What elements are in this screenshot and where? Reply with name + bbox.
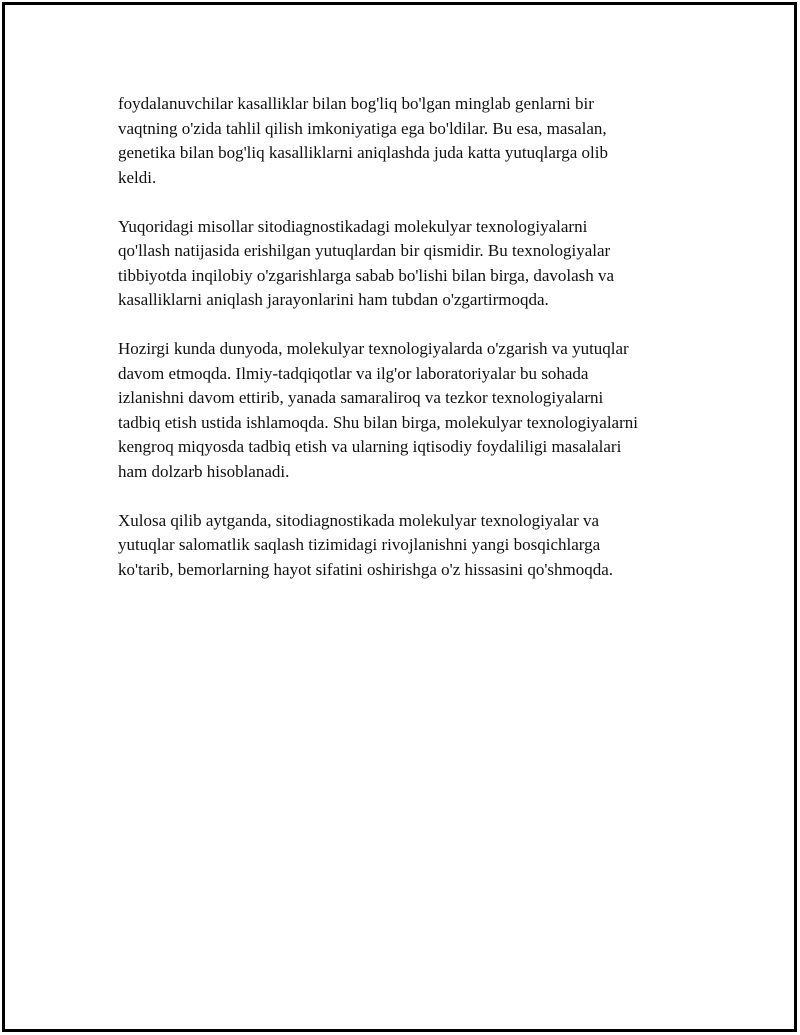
paragraph-4: Xulosa qilib aytganda, sitodiagnostikada molekulyar texnologiyalar va yutuqlar salomatlik saqlash tizimidagi rivojlanishni yangi bosqichlarga ko'tarib, bemorlarning hayot sifatini oshirishga o'z hissasini qo'shmoqda. — [118, 510, 614, 579]
paragraph-1: foydalanuvchilar kasalliklar bilan bog'liq bo'lgan minglab genlarni bir vaqtning o'zida tahlil qilish imkoniyatiga ega bo'ldilar. Bu esa, masalan, genetika bilan bog'liq kasalliklarni aniqlashda juda katta yutuqlarga olib keldi. — [118, 94, 608, 187]
paragraph-2: Yuqoridagi misollar sitodiagnostikadagi molekulyar texnologiyalarni qo'llash natijasida erishilgan yutuqlardan bir qismidir. Bu texnologiyalar tibbiyotda inqilobiy o'zgarishlarga sabab bo'lishi bilan birga, davolash va kasalliklarni aniqlash jarayonlarini ham tubdan o'zgartirmoqda. — [118, 216, 615, 309]
document-body — [118, 92, 708, 607]
paragraph-3: Hozirgi kunda dunyoda, molekulyar texnologiyalarda o'zgarish va yutuqlar davom etmoqda. Ilmiy-tadqiqotlar va ilg'or laboratoriyalar bu sohada izlanishni davom ettirib, yanada samaraliroq va tezkor texnologiyalarni tadbiq etish ustida ishlamoqda. Shu bilan birga, molekulyar texnologiyalarni kengroq miqyosda tadbiq etish va ularning iqtisodiy foydaliligi masalalari ham dolzarb hisoblanadi. — [118, 339, 638, 481]
